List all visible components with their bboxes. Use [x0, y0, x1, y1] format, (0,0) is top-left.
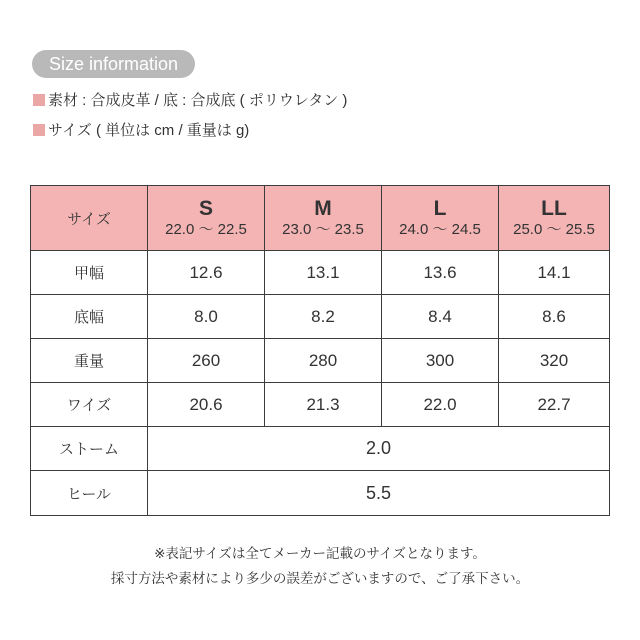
- merged-cell: 2.0: [148, 427, 610, 471]
- material-spec-text: 素材 : 合成皮革 / 底 : 合成底 ( ポリウレタン ): [48, 92, 348, 109]
- size-name: L: [433, 197, 447, 220]
- row-label: 重量: [31, 339, 148, 383]
- square-bullet-icon: [33, 94, 45, 106]
- row-label: ストーム: [31, 427, 148, 471]
- table-cell: 21.3: [265, 383, 382, 427]
- merged-cell: 5.5: [148, 471, 610, 516]
- unit-spec: [33, 121, 249, 141]
- table-cell: 8.4: [382, 295, 499, 339]
- row-label: ワイズ: [31, 383, 148, 427]
- table-cell: 8.0: [148, 295, 265, 339]
- header-size-s: [148, 186, 265, 251]
- instep-width-row: [31, 251, 610, 295]
- size-name: S: [198, 197, 213, 220]
- row-label: ヒール: [31, 471, 148, 516]
- header-size-label: サイズ: [31, 186, 148, 251]
- material-spec: [33, 91, 347, 111]
- header-size-l: [382, 186, 499, 251]
- table-cell: 14.1: [499, 251, 610, 295]
- row-label: 底幅: [31, 295, 148, 339]
- size-name: M: [314, 197, 332, 220]
- size-range: 23.0 〜 23.5: [282, 221, 364, 238]
- size-range: 25.0 〜 25.5: [513, 221, 595, 238]
- unit-spec-text: サイズ ( 単位は cm / 重量は g): [48, 122, 250, 139]
- table-cell: 22.0: [382, 383, 499, 427]
- table-cell: 12.6: [148, 251, 265, 295]
- heel-row: [31, 471, 610, 516]
- header-size-m: [265, 186, 382, 251]
- table-cell: 22.7: [499, 383, 610, 427]
- size-information-badge: Size information: [32, 50, 195, 78]
- footnote-size-note: ※表記サイズは全てメーカー記載のサイズとなります。: [154, 546, 486, 561]
- table-cell: 300: [382, 339, 499, 383]
- square-bullet-icon: [33, 124, 45, 136]
- table-cell: 260: [148, 339, 265, 383]
- wise-row: [31, 383, 610, 427]
- footnote-measure-note: 採寸方法や素材により多少の誤差がございますので、ご了承下さい。: [110, 571, 530, 586]
- table-cell: 280: [265, 339, 382, 383]
- size-name: LL: [541, 197, 567, 220]
- footnotes: [0, 541, 640, 591]
- size-range: 24.0 〜 24.5: [399, 221, 481, 238]
- platform-row: [31, 427, 610, 471]
- header-size-ll: [499, 186, 610, 251]
- table-cell: 8.2: [265, 295, 382, 339]
- weight-row: [31, 339, 610, 383]
- row-label: 甲幅: [31, 251, 148, 295]
- table-cell: 320: [499, 339, 610, 383]
- table-cell: 8.6: [499, 295, 610, 339]
- sole-width-row: [31, 295, 610, 339]
- table-cell: 13.6: [382, 251, 499, 295]
- size-range: 22.0 〜 22.5: [165, 221, 247, 238]
- table-header-row: [31, 186, 610, 251]
- table-cell: 13.1: [265, 251, 382, 295]
- table-cell: 20.6: [148, 383, 265, 427]
- size-table: [30, 185, 610, 516]
